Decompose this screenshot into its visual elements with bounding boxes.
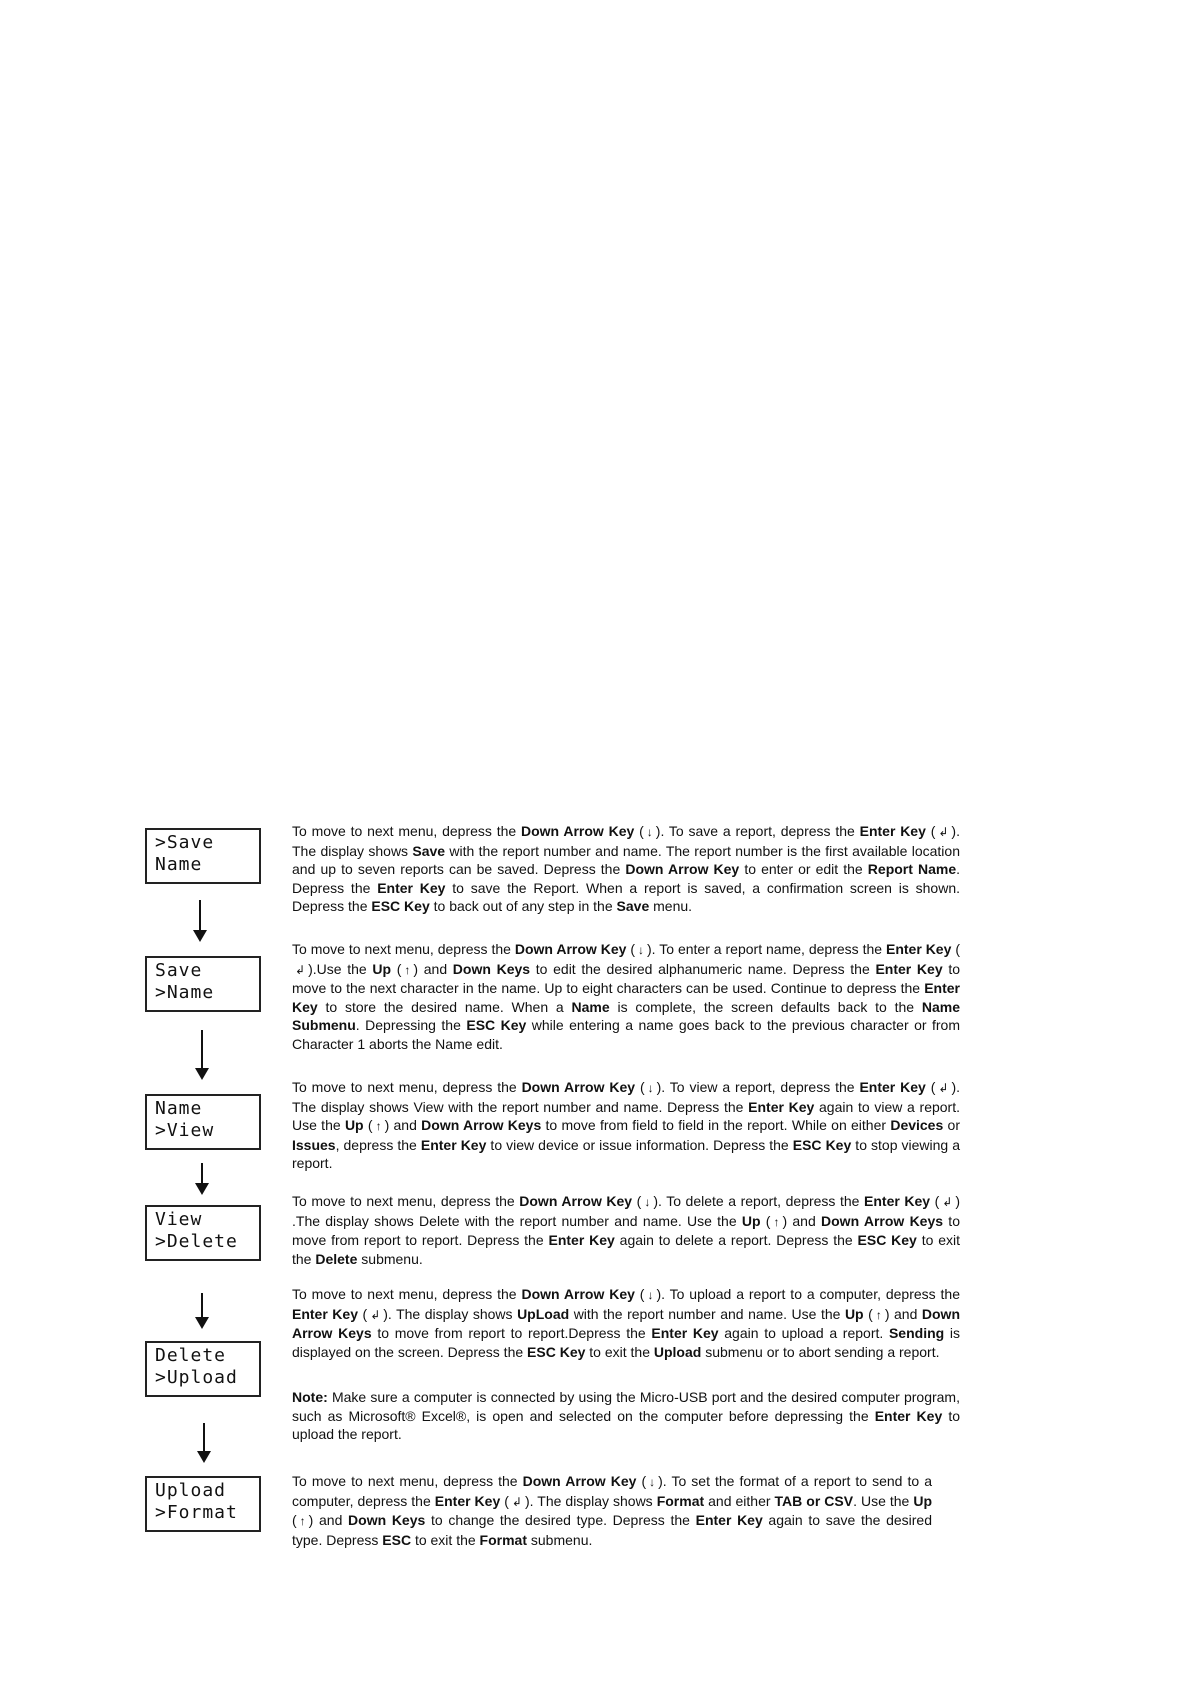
text-run-bold: Format xyxy=(479,1531,527,1548)
text-run-bold: Upload xyxy=(653,1343,702,1360)
text-run: ). To save a report, depress the xyxy=(655,823,860,839)
text-run-bold: Enter Key xyxy=(695,1512,763,1528)
text-run: submenu. xyxy=(357,1250,423,1267)
text-run: to exit the xyxy=(292,1232,961,1267)
text-run-bold: Down Arrow Key xyxy=(625,861,740,877)
text-run: to edit the desired alphanumeric name. Depress the xyxy=(530,960,876,977)
delete-description xyxy=(292,1192,960,1268)
enter-key-icon: ↲ xyxy=(938,1081,949,1095)
text-run-bold: Enter Key xyxy=(434,1492,501,1509)
text-run-bold: Enter Key xyxy=(748,1098,815,1115)
text-run: ( xyxy=(635,1079,645,1095)
text-run: or xyxy=(943,1117,960,1133)
flow-arrow-down-icon xyxy=(194,1293,210,1329)
text-run-bold: Enter Key xyxy=(420,1136,487,1153)
text-run-bold: Enter Key xyxy=(651,1325,719,1341)
format-description xyxy=(292,1472,932,1549)
text-run: ( xyxy=(925,823,936,839)
text-run: submenu or to abort sending a report. xyxy=(701,1343,940,1360)
lcd-screen-format xyxy=(145,1476,261,1532)
lcd-line: >Save xyxy=(155,832,215,853)
text-run: Make sure a computer is connected by using the Micro-USB port and the desired computer program, such as Microsoft® Excel®, is open and selected on the computer before depressing the xyxy=(292,1389,960,1424)
text-run-bold: Issues xyxy=(292,1136,336,1153)
text-run: ( xyxy=(760,1212,771,1229)
down-arrow-icon: ↓ xyxy=(649,1475,656,1489)
lcd-screen-delete xyxy=(145,1205,261,1261)
text-run-bold: UpLoad xyxy=(517,1305,570,1322)
text-run: to move from report to report. Depress the xyxy=(292,1212,960,1248)
text-run-bold: ESC xyxy=(382,1531,412,1548)
text-run: to exit the xyxy=(585,1343,654,1360)
text-run: To move to next menu, depress the xyxy=(292,1193,520,1209)
lcd-line: Delete xyxy=(155,1345,227,1366)
lcd-line: View xyxy=(155,1209,203,1230)
name-description xyxy=(292,940,960,1053)
text-run-bold: Up xyxy=(741,1212,761,1229)
text-run: while entering a name goes back to the previous character or from Character 1 aborts the Name edit. xyxy=(292,1017,960,1052)
enter-key-icon: ↲ xyxy=(370,1307,381,1322)
text-run: ( xyxy=(863,1305,873,1322)
text-run-bold: ESC Key xyxy=(466,1017,527,1033)
down-arrow-icon: ↓ xyxy=(647,1081,654,1095)
text-run-bold: Enter Key xyxy=(864,1193,931,1209)
text-run: ) and xyxy=(413,960,453,977)
text-run: ). The display shows xyxy=(292,823,960,859)
text-run: To move to next menu, depress the xyxy=(292,1286,522,1302)
text-run: to exit the xyxy=(411,1531,480,1548)
text-run: ). To delete a report, depress the xyxy=(653,1193,865,1209)
text-run: again to view a report. Use the xyxy=(292,1098,960,1133)
text-run-bold: Format xyxy=(656,1492,705,1509)
text-run-bold: Enter Key xyxy=(859,823,926,839)
text-run: to move from field to field in the report. While on either xyxy=(541,1117,891,1133)
lcd-line: Upload xyxy=(155,1480,227,1501)
text-run: ) and xyxy=(884,1305,922,1322)
text-run: ).Use the xyxy=(308,960,373,977)
text-run: ). To upload a report to a computer, depress the xyxy=(656,1286,961,1302)
text-run-bold: ESC Key xyxy=(857,1232,917,1248)
enter-key-icon: ↲ xyxy=(938,825,949,839)
text-run-bold: ESC Key xyxy=(527,1343,586,1360)
text-run: . Use the xyxy=(853,1492,914,1509)
text-run-bold: Enter Key xyxy=(548,1232,615,1248)
lcd-line: Name xyxy=(155,854,203,875)
text-run-bold: Delete xyxy=(315,1250,358,1267)
text-run-bold: Down Arrow Key xyxy=(514,941,627,957)
text-run-bold: Up xyxy=(844,1305,864,1322)
text-run: To move to next menu, depress the xyxy=(292,1079,522,1095)
text-run-bold: Down Keys xyxy=(452,960,531,977)
text-run: ( xyxy=(636,1473,647,1489)
text-run-bold: Down Arrow Key xyxy=(520,823,635,839)
text-run: ( xyxy=(930,1193,940,1209)
down-arrow-icon: ↓ xyxy=(647,1288,654,1302)
text-run: ) and xyxy=(384,1117,422,1133)
text-run-bold: Down Arrow Key xyxy=(519,1193,633,1209)
text-run-bold: Enter Key xyxy=(292,1305,358,1322)
text-run: To move to next menu, depress the xyxy=(292,941,515,957)
text-run: to save the Report. When a report is saved, a confirmation screen is shown. Depress the xyxy=(292,879,960,914)
text-run-bold: Up xyxy=(344,1117,364,1133)
up-arrow-icon: ↑ xyxy=(299,1514,306,1528)
text-run-bold: Enter Key xyxy=(885,941,952,957)
down-arrow-icon: ↓ xyxy=(646,825,653,839)
text-run: . Depressing the xyxy=(355,1017,467,1033)
enter-key-icon: ↲ xyxy=(942,1195,953,1209)
up-arrow-icon: ↑ xyxy=(375,1119,382,1133)
lcd-line: >Delete xyxy=(155,1231,238,1252)
lcd-line: Save xyxy=(155,960,203,981)
text-run: again to save the desired type. Depress xyxy=(292,1512,932,1548)
text-run: To move to next menu, depress the xyxy=(292,823,521,839)
text-run: ). To enter a report name, depress the xyxy=(647,941,886,957)
lcd-screen-upload xyxy=(145,1341,261,1397)
text-run: ( xyxy=(292,1512,297,1528)
text-run: to stop viewing a report. xyxy=(292,1136,961,1171)
enter-key-icon: ↲ xyxy=(511,1494,522,1509)
text-run-bold: Down Keys xyxy=(348,1512,426,1528)
lcd-line: >View xyxy=(155,1120,215,1141)
text-run: ( xyxy=(632,1193,642,1209)
up-arrow-icon: ↑ xyxy=(773,1214,780,1229)
down-arrow-icon: ↓ xyxy=(644,1195,651,1209)
down-arrow-icon: ↓ xyxy=(638,943,645,957)
text-run-bold: Enter Key xyxy=(292,980,960,1015)
enter-key-icon: ↲ xyxy=(295,962,306,977)
text-run-bold: ESC Key xyxy=(371,898,430,914)
text-run: ). To view a report, depress the xyxy=(656,1079,860,1095)
text-run: ( xyxy=(363,1117,373,1133)
lcd-screen-view xyxy=(145,1094,261,1150)
text-run-bold: Note: xyxy=(292,1389,328,1405)
text-run: ( xyxy=(634,823,644,839)
text-run: ( xyxy=(925,1079,936,1095)
view-description xyxy=(292,1078,960,1173)
text-run: with the report number and name. The report number is the first available location and up to seven reports can be saved. Depress the xyxy=(292,842,960,877)
text-run-bold: Devices xyxy=(890,1117,944,1133)
lcd-line: Name xyxy=(155,1098,203,1119)
text-run: is displayed on the screen. Depress the xyxy=(292,1325,961,1360)
text-run: to store the desired name. When a xyxy=(317,998,572,1015)
text-run-bold: Down Arrow Keys xyxy=(821,1212,944,1229)
text-run: ( xyxy=(358,1305,368,1322)
text-run-bold: Enter Key xyxy=(874,1407,943,1424)
text-run: ). The display shows xyxy=(383,1305,518,1322)
text-run: to upload the report. xyxy=(292,1407,960,1442)
text-run-bold: Down Arrow Key xyxy=(522,1473,637,1489)
lcd-screen-name xyxy=(145,956,261,1012)
lcd-line: >Format xyxy=(155,1502,238,1523)
lcd-screen-save xyxy=(145,828,261,884)
text-run: to enter or edit the xyxy=(739,861,868,877)
flow-arrow-down-icon xyxy=(194,1163,210,1195)
text-run-bold: ESC Key xyxy=(792,1136,852,1153)
lcd-line: >Name xyxy=(155,982,215,1003)
text-run: ). To set the format of a report to send to a computer, depress the xyxy=(292,1473,932,1509)
text-run: , depress the xyxy=(335,1136,421,1153)
text-run: ) .The display shows Delete with the report number and name. Use the xyxy=(292,1193,961,1229)
text-run: menu. xyxy=(649,898,693,914)
text-run: again to upload a report. xyxy=(718,1325,889,1341)
lcd-line: >Upload xyxy=(155,1367,238,1388)
text-run: to back out of any step in the xyxy=(429,898,617,914)
text-run-bold: Save xyxy=(616,898,650,914)
text-run: To move to next menu, depress the xyxy=(292,1473,523,1489)
text-run: ( xyxy=(500,1492,509,1509)
text-run: to move to the next character in the name. Up to eight characters can be used. Continue to depress the xyxy=(292,960,960,996)
text-run-bold: Name Submenu xyxy=(292,998,960,1033)
text-run-bold: Up xyxy=(372,960,392,977)
upload-note xyxy=(292,1388,960,1444)
save-description xyxy=(292,822,960,916)
text-run: to view device or issue information. Depress the xyxy=(486,1136,793,1153)
flow-arrow-down-icon xyxy=(194,1030,210,1080)
upload-description xyxy=(292,1285,960,1361)
text-run: ). The display shows xyxy=(524,1492,657,1509)
flow-arrow-down-icon xyxy=(192,900,208,942)
text-run-bold: TAB or CSV xyxy=(774,1492,854,1509)
flow-arrow-down-icon xyxy=(196,1423,212,1463)
text-run: . Depress the xyxy=(292,861,961,896)
text-run: ( xyxy=(951,941,960,957)
up-arrow-icon: ↑ xyxy=(404,962,411,977)
text-run: again to delete a report. Depress the xyxy=(614,1232,858,1248)
text-run-bold: Down Arrow Keys xyxy=(421,1117,542,1133)
up-arrow-icon: ↑ xyxy=(875,1307,882,1322)
text-run: ) and xyxy=(308,1512,349,1528)
text-run: ). The display shows View with the report number and name. Depress the xyxy=(292,1079,960,1115)
text-run-bold: Down Arrow Key xyxy=(521,1079,636,1095)
text-run-bold: Enter Key xyxy=(377,879,446,896)
text-run-bold: Report Name xyxy=(867,861,957,877)
text-run: and either xyxy=(704,1492,775,1509)
text-run: ( xyxy=(391,960,402,977)
text-run: with the report number and name. Use the xyxy=(569,1305,845,1322)
text-run: is complete, the screen defaults back to the xyxy=(609,998,922,1015)
text-run: submenu. xyxy=(527,1531,593,1548)
text-run: ) and xyxy=(782,1212,822,1229)
text-run: ( xyxy=(634,1286,645,1302)
text-run-bold: Name xyxy=(571,998,610,1015)
text-run-bold: Down Arrow Key xyxy=(521,1286,635,1302)
text-run-bold: Sending xyxy=(888,1325,945,1341)
text-run: to move from report to report.Depress the xyxy=(371,1325,652,1341)
text-run-bold: Up xyxy=(913,1492,932,1509)
text-run-bold: Enter Key xyxy=(875,960,943,977)
text-run: ( xyxy=(626,941,636,957)
text-run-bold: Enter Key xyxy=(859,1079,926,1095)
text-run-bold: Down Arrow Keys xyxy=(292,1305,960,1341)
text-run-bold: Save xyxy=(412,842,446,859)
text-run: to change the desired type. Depress the xyxy=(425,1512,696,1528)
